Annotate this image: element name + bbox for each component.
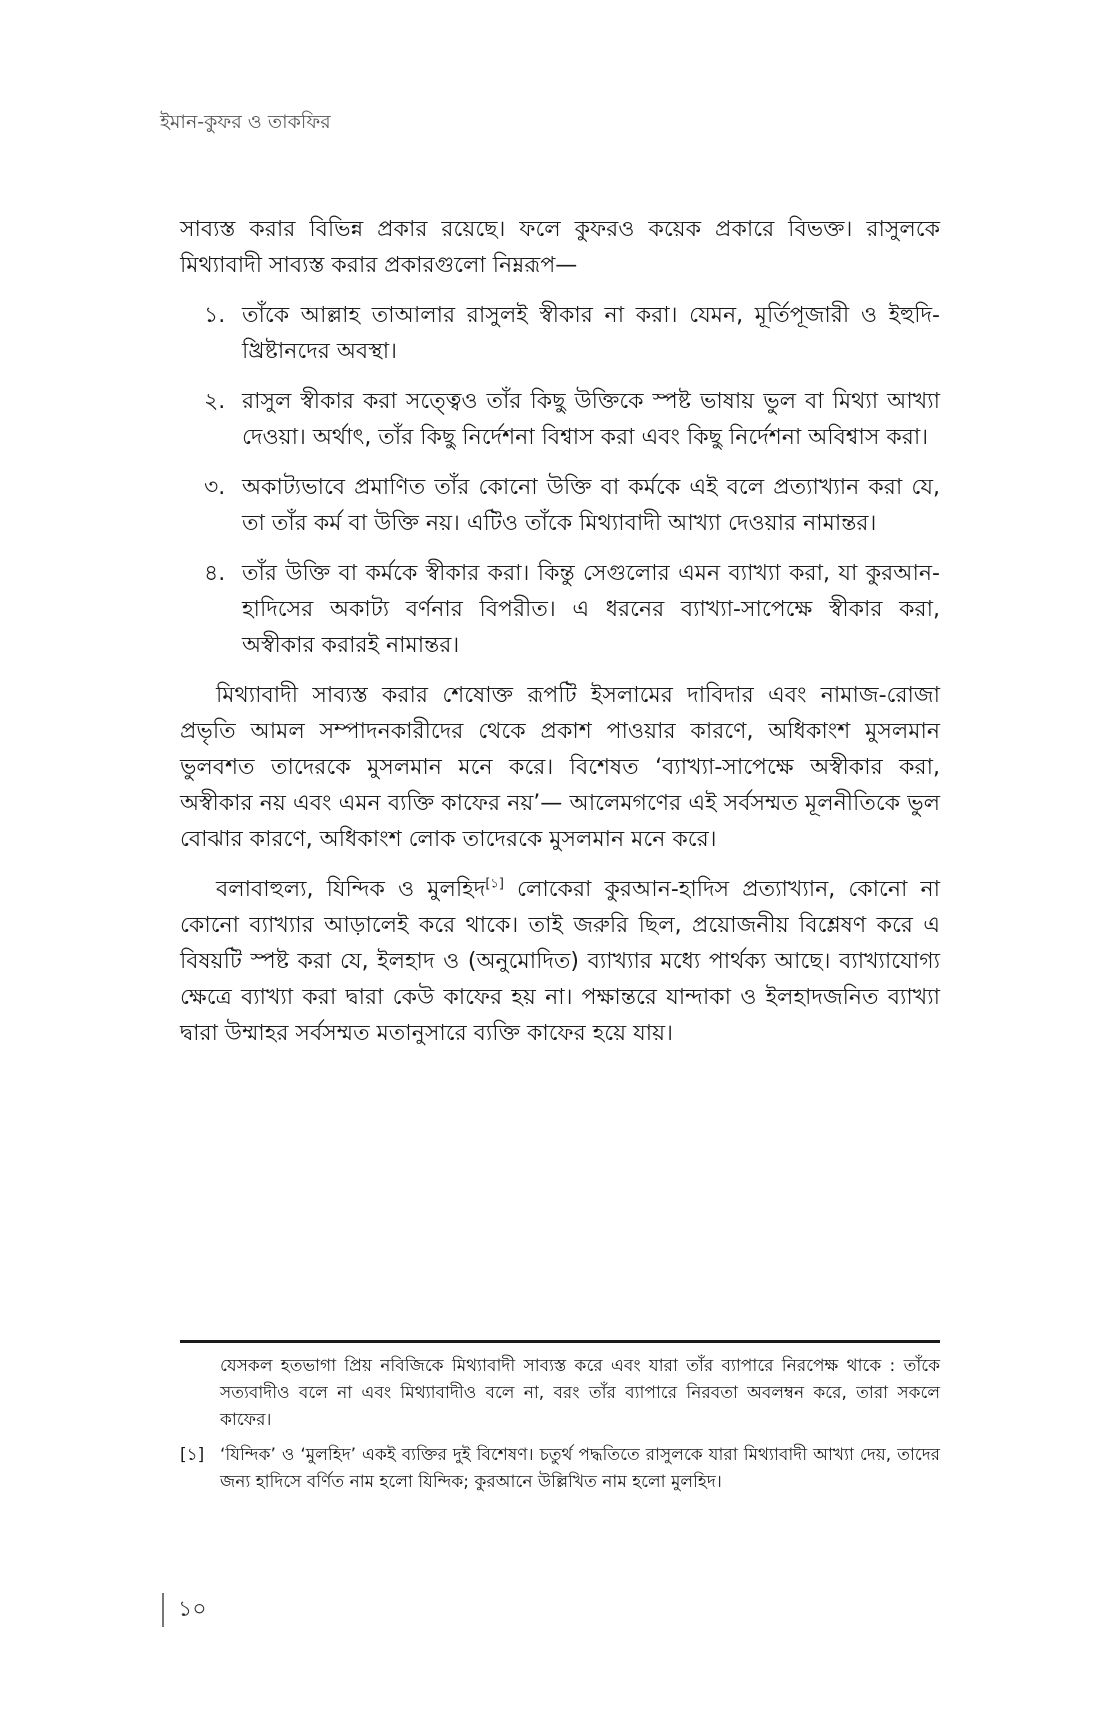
intro-paragraph: সাব্যস্ত করার বিভিন্ন প্রকার রয়েছে। ফলে কুফরও কয়েক প্রকারে বিভক্ত। রাসুলকে মিথ্যাবাদী সাব্যস্ত করার প্রকারগুলো নিম্নরূপ— <box>180 217 940 278</box>
footnote-continued-text: যেসকল হতভাগা প্রিয় নবিজিকে মিথ্যাবাদী সাব্যস্ত করে এবং যারা তাঁর ব্যাপারে নিরপেক্ষ থাকে : তাঁকে সত্যবাদীও বলে না এবং মিথ্যাবাদীও বলে না, বরং তাঁর ব্যাপারে নিরবতা অবলম্বন করে, তারা সকলে কাফের। <box>220 1356 940 1430</box>
footnote-1 <box>180 1442 940 1496</box>
footnotes <box>180 1340 940 1504</box>
list-item-number: ৩. <box>204 475 226 500</box>
list-item-text: তাঁর উক্তি বা কর্মকে স্বীকার করা। কিন্তু সেগুলোর এমন ব্যাখ্যা করা, যা কুরআন-হাদিসের অকাট্য বর্ণনার বিপরীত। এ ধরনের ব্যাখ্যা-সাপেক্ষে স্বীকার করা, অস্বীকার করারই নামান্তর। <box>242 561 940 658</box>
list-item-number: ১. <box>204 303 226 328</box>
list-item-number: ২. <box>204 389 226 414</box>
list-item-number: ৪. <box>204 561 226 586</box>
list-item-text: তাঁকে আল্লাহ তাআলার রাসুলই স্বীকার না করা। যেমন, মূর্তিপূজারী ও ইহুদি-খ্রিষ্টানদের অবস্থা। <box>242 303 940 364</box>
footnote-1-text: ‘যিন্দিক’ ও ‘মুলহিদ’ একই ব্যক্তির দুই বিশেষণ। চতুর্থ পদ্ধতিতে রাসুলকে যারা মিথ্যাবাদী আখ্যা দেয়, তাদের জন্য হাদিসে বর্ণিত নাম হলো যিন্দিক; কুরআনে উল্লিখিত নাম হলো মুলহিদ। <box>220 1445 940 1492</box>
main-text <box>180 212 940 1066</box>
footnote-continued <box>180 1353 940 1434</box>
third-paragraph-start: বলাবাহুল্য, যিন্দিক ও মুলহিদ <box>216 877 486 902</box>
list-item <box>180 298 940 370</box>
second-paragraph: মিথ্যাবাদী সাব্যস্ত করার শেষোক্ত রূপটি ইসলামের দাবিদার এবং নামাজ-রোজা প্রভৃতি আমল সম্পাদনকারীদের থেকে প্রকাশ পাওয়ার কারণে, অধিকাংশ মুসলমান ভুলবশত তাদেরকে মুসলমান মনে করে। বিশেষত ‘ব্যাখ্যা-সাপেক্ষে অস্বীকার করা, অস্বীকার নয় এবং এমন ব্যক্তি কাফের নয়’— আলেমগণের এই সর্বসম্মত মূলনীতিকে ভুল বোঝার কারণে, অধিকাংশ লোক তাদেরকে মুসলমান মনে করে। <box>180 683 940 852</box>
list-item-text: রাসুল স্বীকার করা সত্ত্বেও তাঁর কিছু উক্তিকে স্পষ্ট ভাষায় ভুল বা মিথ্যা আখ্যা দেওয়া। অর্থাৎ, তাঁর কিছু নির্দেশনা বিশ্বাস করা এবং কিছু নির্দেশনা অবিশ্বাস করা। <box>242 389 940 450</box>
list-item <box>180 556 940 664</box>
list-item-text: অকাট্যভাবে প্রমাণিত তাঁর কোনো উক্তি বা কর্মকে এই বলে প্রত্যাখ্যান করা যে, তা তাঁর কর্ম বা উক্তি নয়। এটিও তাঁকে মিথ্যাবাদী আখ্যা দেওয়ার নামান্তর। <box>242 475 940 536</box>
list-item <box>180 384 940 456</box>
third-paragraph-rest: লোকেরা কুরআন-হাদিস প্রত্যাখ্যান, কোনো না কোনো ব্যাখ্যার আড়ালেই করে থাকে। তাই জরুরি ছিল, প্রয়োজনীয় বিশ্লেষণ করে এ বিষয়টি স্পষ্ট করা যে, ইলহাদ ও (অনুমোদিত) ব্যাখ্যার মধ্যে পার্থক্য আছে। ব্যাখ্যাযোগ্য ক্ষেত্রে ব্যাখ্যা করা দ্বারা কেউ কাফের হয় না। পক্ষান্তরে যান্দাকা ও ইলহাদজনিত ব্যাখ্যা দ্বারা উম্মাহর সর্বসম্মত মতানুসারে ব্যক্তি কাফের হয়ে যায়। <box>180 877 940 1046</box>
running-header: ইমান-কুফর ও তাকফির <box>160 111 331 133</box>
footnote-1-mark: [১] <box>180 1445 205 1465</box>
footnote-reference[interactable]: [১] <box>485 876 504 892</box>
third-paragraph <box>180 872 940 1052</box>
page-number: ১০ <box>162 1593 207 1627</box>
list-item <box>180 470 940 542</box>
points-list <box>180 298 940 664</box>
